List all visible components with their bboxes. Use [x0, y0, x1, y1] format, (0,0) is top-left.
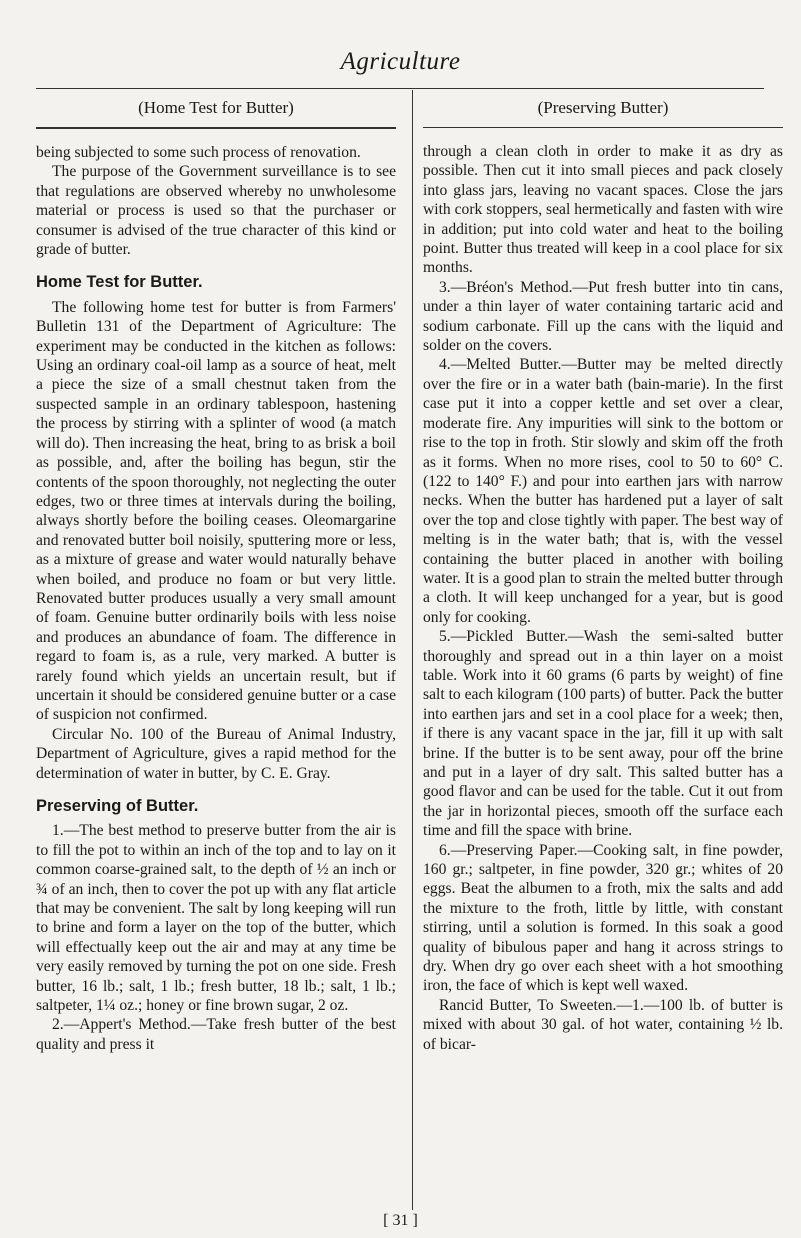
section-heading-home-test: Home Test for Butter. [36, 273, 203, 292]
right-column [423, 94, 783, 1054]
running-head: Agriculture [340, 48, 461, 75]
right-header-rule [423, 127, 783, 128]
paragraph: being subjected to some such process of renovation. [36, 144, 361, 161]
paragraph: 5.—Pickled Butter.—Wash the semi-salted butter thoroughly and spread out in a thin layer on a moist table. Work into it 60 grams (6 parts by weight) of fine salt to each kilogram (100 parts) of butter. Pack the butter into earthen jars and set in a cool place for a week; then, if there is any vacant space in the jar, fill it up with salt brine. If the butter is to be sent away, pour off the brine and put in a layer of dry salt. This salted butter has a good flavor and can be used for the table. Cut it out from the jar in horizontal pieces, smooth off the surface each time and fill the space with brine. [423, 628, 783, 840]
paragraph: 1.—The best method to preserve butter from the air is to fill the pot to within an inch of the top and to lay on it common coarse-grained salt, to the depth of ½ an inch or ¾ of an inch, then to cover the pot up with any flat article that may be convenient. The salt by long keeping will run to brine and form a layer on the top of the butter, which will effectually keep out the air and may at any time be very easily removed by turning the pot on one side. Fresh butter, 16 lb.; salt, 1 lb.; fresh butter, 18 lb.; salt, 1 lb.; saltpeter, 1¼ oz.; honey or fine brown sugar, 2 oz. [36, 822, 396, 1015]
header-rule [36, 88, 764, 89]
paragraph: 4.—Melted Butter.—Butter may be melted directly over the fire or in a water bath (bain-marie). In the first case put it into a copper kettle and set over a clear, moderate fire. Any impurities will sink to the bottom or rise to the top in froth. Stir slowly and skim off the froth as it forms. When no more rises, cool to 50 to 60° C. (122 to 140° F.) and pour into earthen jars with narrow necks. When the butter has hardened put a layer of salt over the top and close tightly with paper. The best way of melting is in the water bath; that is, with the vessel containing the butter placed in another with boiling water. It is a good plan to strain the melted butter through a cloth. It will keep unchanged for a year, but is good only for cooking. [423, 356, 783, 626]
paragraph: The following home test for butter is from Farmers' Bulletin 131 of the Department of Agriculture: The experiment may be conducted in the kitchen as follows: Using an ordinary coal-oil lamp as a source of heat, melt a piece the size of a small chestnut taken from the suspected sample in an ordinary tablespoon, hastening the process by stirring with a splinter of wood (a match will do). Then increasing the heat, bring to as brisk a boil as possible, and, after the boiling has begun, stir the contents of the spoon thoroughly, not neglecting the outer edges, two or three times at intervals during the boiling, always shortly before the boiling ceases. Oleomargarine and renovated butter boil noisily, sputtering more or less, as a mixture of grease and water would naturally behave when boiled, and produce no foam or but very little. Renovated butter produces usually a very small amount of foam. Genuine butter ordinarily boils with less noise and produces an abundance of foam. The difference in regard to foam is, as a rule, very marked. A butter is rarely found which yields an uncertain result, but if uncertain it should be considered genuine butter or a case of suspicion not confirmed. [36, 298, 396, 724]
right-column-header: (Preserving Butter) [537, 98, 669, 117]
left-header-rule [36, 127, 396, 129]
paragraph: 2.—Appert's Method.—Take fresh butter of the best quality and press it [36, 1016, 396, 1053]
paragraph: through a clean cloth in order to make it as dry as possible. Then cut it into small pieces and pack closely into glass jars, leaving no vacant spaces. Close the jars with cork stoppers, seal hermetically and fasten with wire in addition; put into cold water and heat to the boiling point. Butter thus treated will keep in a cool place for six months. [423, 143, 783, 277]
paragraph: Circular No. 100 of the Bureau of Animal Industry, Department of Agriculture, gives a rapid method for the determination of water in butter, by C. E. Gray. [36, 725, 396, 782]
paragraph: 3.—Bréon's Method.—Put fresh butter into tin cans, under a thin layer of water containing tartaric acid and sodium carbonate. Fill up the cans with the liquid and solder on the covers. [423, 278, 783, 355]
paragraph: 6.—Preserving Paper.—Cooking salt, in fine powder, 160 gr.; saltpeter, in fine powder, 320 gr.; whites of 20 eggs. Beat the albumen to a froth, mix the salts and add the mixture to the froth, little by little, with constant stirring, until a solution is formed. In this soak a good quality of bibulous paper and hang it across strings to dry. When dry go over each sheet with a hot smoothing iron, the face of which is kept well waxed. [423, 841, 783, 995]
paragraph: The purpose of the Government surveillance is to see that regulations are observed whereby no unwholesome material or process is used so that the purchaser or consumer is advised of the true character of this kind or grade of butter. [36, 163, 396, 259]
section-heading-preserving: Preserving of Butter. [36, 797, 199, 815]
left-column-header: (Home Test for Butter) [138, 98, 294, 117]
left-column [36, 94, 396, 1054]
paragraph: Rancid Butter, To Sweeten.—1.—100 lb. of butter is mixed with about 30 gal. of hot water, containing ½ lb. of bicar- [423, 996, 783, 1053]
column-divider [412, 90, 413, 1210]
page-number: [ 31 ] [383, 1212, 418, 1229]
